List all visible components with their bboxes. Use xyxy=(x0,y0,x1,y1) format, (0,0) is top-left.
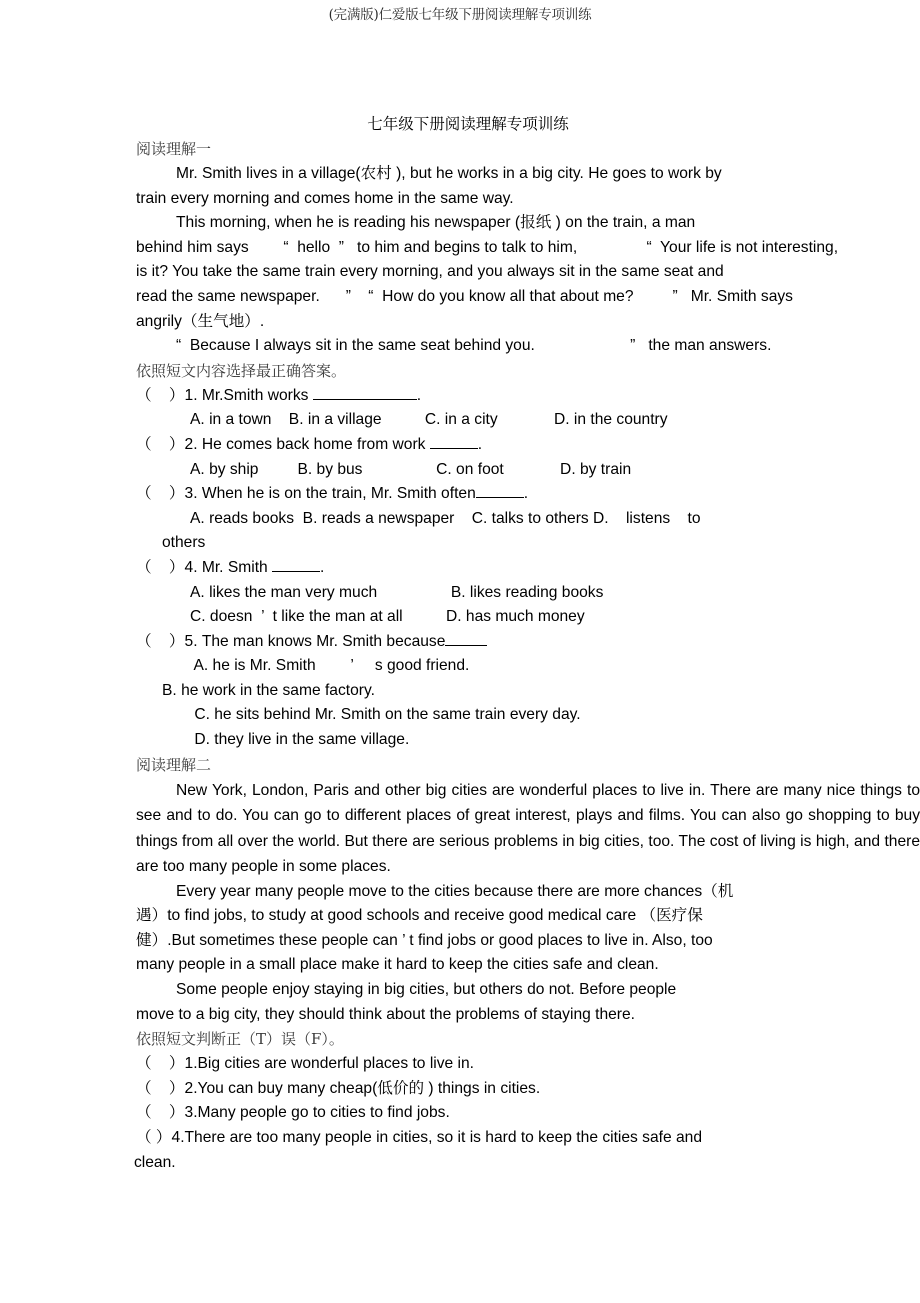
passage2-p2-line3: 健）.But sometimes these people can ’ t find jobs or good places to live in. Also, too xyxy=(136,931,713,949)
passage1-p2-line5: angrily（生气地）. xyxy=(136,312,265,330)
passage2-p1: New York, London, Paris and other big cities are wonderful places to live in. There are many nice things to see and to do. You can go to different places of great interest, plays and films. You can also go shopping to buy things from all over the world. But there are serious problems in big cities, too. The cost of living is high, and there are too many people in some places. xyxy=(136,781,920,876)
tf-question[interactable]: （ ）2.You can buy many cheap(低价的 ) things in cities. xyxy=(136,1079,541,1097)
passage1-line2: train every morning and comes home in the same way. xyxy=(136,189,514,207)
answer-blank[interactable] xyxy=(430,448,478,449)
section-label-reading-one: 阅读理解一 xyxy=(136,140,212,158)
question-stem-text: （ ）4. Mr. Smith xyxy=(136,558,273,576)
question-options-continued[interactable]: others xyxy=(162,534,206,552)
question-stem-text: （ ）3. When he is on the train, Mr. Smith often xyxy=(136,485,476,503)
question-stem-suffix: . xyxy=(523,485,529,503)
passage1-p2-line1: This morning, when he is reading his newspaper (报纸 ) on the train, a man xyxy=(176,214,696,232)
question-options[interactable]: A. by ship B. by bus C. on foot D. by train xyxy=(190,460,632,478)
question-options[interactable]: A. in a town B. in a village C. in a city D. in the country xyxy=(190,411,668,429)
passage1-line1: Mr. Smith lives in a village(农村 ), but he works in a big city. He goes to work by xyxy=(176,165,722,182)
instruction-reading-one: 依照短文内容选择最正确答案。 xyxy=(136,361,347,380)
passage2-p2-line4: many people in a small place make it hard to keep the cities safe and clean. xyxy=(136,956,659,974)
passage2-p2-line2: 遇）to find jobs, to study at good schools and receive good medical care （医疗保 xyxy=(136,907,703,925)
question-stem[interactable] xyxy=(136,556,920,581)
answer-blank[interactable] xyxy=(476,497,524,498)
document-body xyxy=(136,112,920,1175)
question-stem-text: （ ）1. Mr.Smith works xyxy=(136,386,313,404)
passage2-p3-line2: move to a big city, they should think about the problems of staying there. xyxy=(136,1005,635,1023)
question-stem[interactable] xyxy=(136,433,920,458)
tf-question[interactable]: （ ）3.Many people go to cities to find jobs. xyxy=(136,1104,450,1122)
running-header: (完满版)仁爱版七年级下册阅读理解专项训练 xyxy=(328,7,592,23)
question-stem-suffix: . xyxy=(416,386,422,404)
passage1-p2-line4: read the same newspaper. ” “ How do you know all that about me? ” Mr. Smith says xyxy=(136,287,793,305)
passage1-p2-line2: behind him says “ hello ” to him and begins to talk to him, “ Your life is not interesting, xyxy=(136,238,839,256)
question-options[interactable]: A. he is Mr. Smith ’ s good friend. xyxy=(190,657,470,675)
question-stem-text: （ ）2. He comes back home from work xyxy=(136,435,430,453)
answer-blank[interactable] xyxy=(445,645,487,646)
passage1-p3-line1: “ Because I always sit in the same seat behind you. ” the man answers. xyxy=(176,337,772,355)
tf-question-continued[interactable]: clean. xyxy=(134,1153,176,1171)
passage2-p3-line1: Some people enjoy staying in big cities, but others do not. Before people xyxy=(176,981,677,999)
page-title: 七年级下册阅读理解专项训练 xyxy=(367,115,569,133)
question-options[interactable]: A. likes the man very much B. likes reading books xyxy=(190,583,604,601)
question-stem[interactable] xyxy=(136,630,920,655)
question-stem-text: （ ）5. The man knows Mr. Smith because xyxy=(136,632,446,650)
question-options[interactable]: D. they live in the same village. xyxy=(190,731,410,749)
question-stem-suffix: . xyxy=(477,435,483,453)
passage1-p2-line3: is it? You take the same train every morning, and you always sit in the same seat and xyxy=(136,263,724,281)
answer-blank[interactable] xyxy=(272,571,320,572)
question-stem-suffix: . xyxy=(320,558,325,576)
passage2-p2-line1: Every year many people move to the cities because there are more chances（机 xyxy=(176,882,734,900)
tf-question[interactable]: （ ）1.Big cities are wonderful places to live in. xyxy=(136,1055,475,1073)
instruction-reading-two: 依照短文判断正（T）误（F）。 xyxy=(136,1030,344,1049)
question-options[interactable]: A. reads books B. reads a newspaper C. talks to others D. listens to xyxy=(190,509,701,527)
question-options[interactable]: B. he work in the same factory. xyxy=(162,681,375,699)
question-stem[interactable] xyxy=(136,384,920,409)
answer-blank[interactable] xyxy=(313,399,417,400)
section-label-reading-two: 阅读理解二 xyxy=(136,755,212,774)
tf-question[interactable]: （ ）4.There are too many people in cities, so it is hard to keep the cities safe and xyxy=(136,1129,703,1146)
question-stem[interactable] xyxy=(136,482,920,507)
question-options[interactable]: C. he sits behind Mr. Smith on the same train every day. xyxy=(190,706,581,724)
question-options[interactable]: C. doesn ’ t like the man at all D. has much money xyxy=(190,608,585,626)
